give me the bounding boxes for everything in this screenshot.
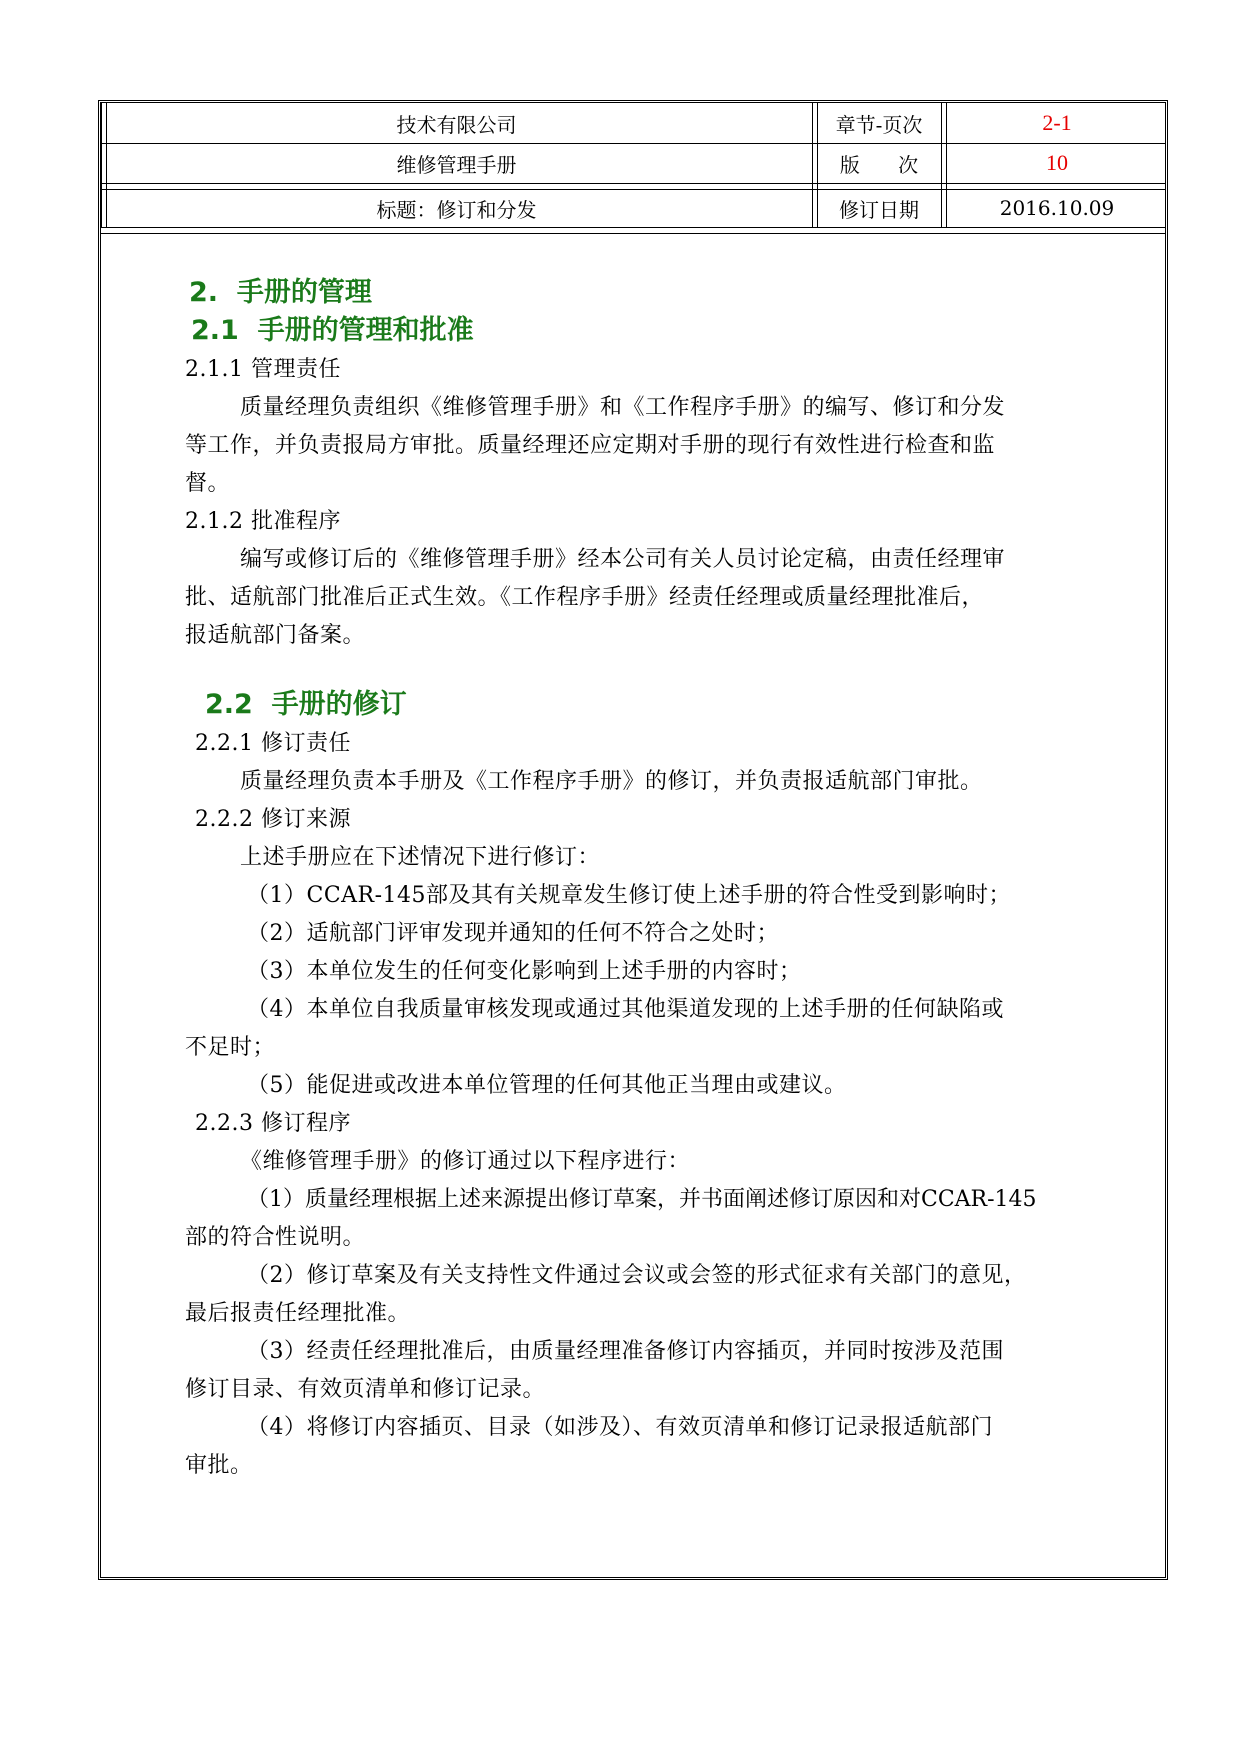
paragraph: 质量经理负责组织《维修管理手册》和《工作程序手册》的编写、修订和分发 (240, 395, 1006, 420)
paragraph: 《维修管理手册》的修订通过以下程序进行： (240, 1149, 691, 1174)
paragraph: 批、适航部门批准后正式生效。《工作程序手册》经责任经理或质量经理批准后， (185, 585, 985, 610)
edition-label: 版 次 (839, 152, 919, 177)
heading-2-2: 2.2 手册的修订 (205, 689, 407, 720)
list-item-continued: 部的符合性说明。 (185, 1225, 366, 1250)
chapter-page-value: 2-1 (1042, 110, 1072, 135)
list-item-continued: 最后报责任经理批准。 (185, 1301, 411, 1326)
paragraph: 等工作，并负责报局方审批。质量经理还应定期对手册的现行有效性进行检查和监 (185, 433, 996, 458)
list-item-continued: 不足时； (185, 1035, 276, 1060)
heading-2-1: 2.1 手册的管理和批准 (191, 315, 474, 346)
paragraph: 质量经理负责本手册及《工作程序手册》的修订，并负责报适航部门审批。 (240, 769, 983, 794)
list-item: （1）CCAR-145部及其有关规章发生修订使上述手册的符合性受到影响时； (247, 883, 1012, 908)
edition-value: 10 (1046, 150, 1068, 175)
subheading-2-1-1: 2.1.1 管理责任 (185, 357, 341, 382)
paragraph: 编写或修订后的《维修管理手册》经本公司有关人员讨论定稿，由责任经理审 (240, 547, 1006, 572)
page-title: 标题：修订和分发 (376, 197, 537, 222)
revision-date-value: 2016.10.09 (999, 196, 1115, 220)
list-item: （4）本单位自我质量审核发现或通过其他渠道发现的上述手册的任何缺陷或 (247, 997, 1004, 1022)
heading-2: 2. 手册的管理 (189, 277, 372, 308)
document-body (185, 273, 1085, 1485)
list-item: （1）质量经理根据上述来源提出修订草案，并书面阐述修订原因和对CCAR-145 (247, 1187, 1037, 1212)
list-item: （2）适航部门评审发现并通知的任何不符合之处时； (247, 921, 779, 946)
list-item: （5）能促进或改进本单位管理的任何其他正当理由或建议。 (247, 1073, 847, 1098)
paragraph: 上述手册应在下述情况下进行修订： (240, 845, 601, 870)
document-frame (98, 100, 1168, 1580)
manual-name: 维修管理手册 (396, 152, 517, 177)
subheading-2-2-1: 2.2.1 修订责任 (195, 731, 351, 756)
paragraph: 报适航部门备案。 (185, 623, 366, 648)
company-name: 技术有限公司 (396, 112, 517, 137)
list-item-continued: 审批。 (185, 1453, 253, 1478)
list-item: （3）本单位发生的任何变化影响到上述手册的内容时； (247, 959, 802, 984)
list-item-continued: 修订目录、有效页清单和修订记录。 (185, 1377, 546, 1402)
revision-date-label: 修订日期 (839, 197, 919, 222)
subheading-2-2-2: 2.2.2 修订来源 (195, 807, 351, 832)
list-item: （4）将修订内容插页、目录（如涉及）、有效页清单和修订记录报适航部门 (247, 1415, 993, 1440)
list-item: （2）修订草案及有关支持性文件通过会议或会签的形式征求有关部门的意见， (247, 1263, 1027, 1288)
list-item: （3）经责任经理批准后，由质量经理准备修订内容插页，并同时按涉及范围 (247, 1339, 1004, 1364)
subheading-2-1-2: 2.1.2 批准程序 (185, 509, 341, 534)
chapter-page-label: 章节-页次 (835, 112, 923, 137)
paragraph: 督。 (185, 471, 231, 496)
subheading-2-2-3: 2.2.3 修订程序 (195, 1111, 351, 1136)
